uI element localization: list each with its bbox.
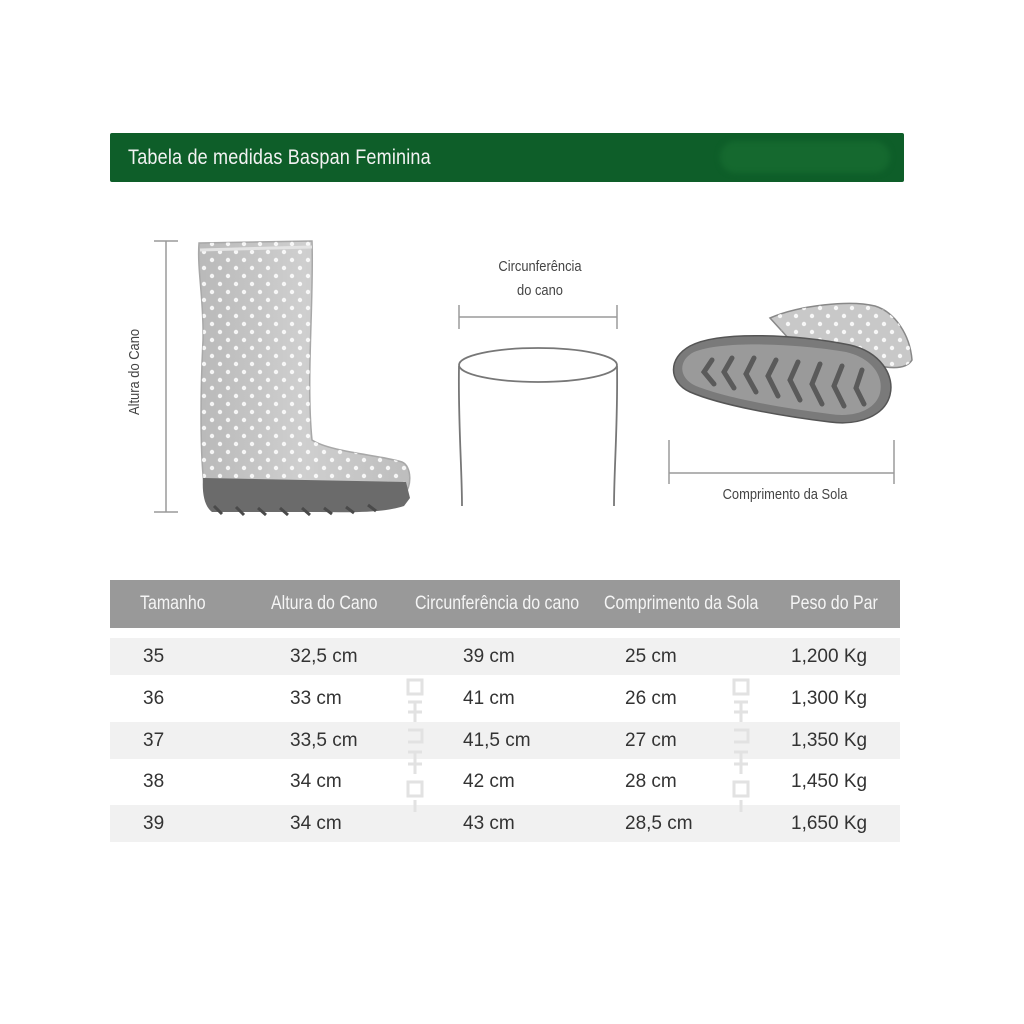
table-row [110, 805, 900, 842]
cell-circunferencia: 43 cm [463, 813, 515, 834]
altura-dimension-line [154, 241, 178, 512]
cell-circunferencia: 41 cm [463, 688, 515, 709]
table-row [110, 722, 900, 759]
cell-altura: 34 cm [290, 813, 342, 834]
label-altura-do-cano: Altura do Cano [126, 328, 143, 415]
comprimento-dimension-line [669, 440, 894, 484]
label-circunferencia-line2: do cano [517, 282, 563, 299]
cell-comprimento: 26 cm [625, 688, 677, 709]
cell-peso: 1,200 Kg [791, 646, 868, 667]
cell-comprimento: 28 cm [625, 771, 677, 792]
cell-altura: 33,5 cm [290, 730, 358, 751]
cell-altura: 34 cm [290, 771, 342, 792]
table-row [110, 638, 900, 675]
cell-tamanho: 36 [143, 688, 165, 709]
cell-comprimento: 27 cm [625, 730, 677, 751]
cell-comprimento: 25 cm [625, 646, 677, 667]
column-header-tamanho: Tamanho [140, 593, 206, 614]
label-circunferencia-line1: Circunferência [498, 258, 582, 275]
cell-peso: 1,450 Kg [791, 771, 868, 792]
page-title: Tabela de medidas Baspan Feminina [128, 145, 431, 169]
table-row [110, 763, 900, 800]
cell-tamanho: 38 [143, 771, 165, 792]
column-header-circunferencia: Circunferência do cano [415, 593, 580, 614]
cell-peso: 1,300 Kg [791, 688, 868, 709]
boot-sole-icon [674, 303, 913, 422]
cell-circunferencia: 41,5 cm [463, 730, 531, 751]
watermark-icon [404, 676, 426, 816]
cell-peso: 1,650 Kg [791, 813, 868, 834]
cell-altura: 32,5 cm [290, 646, 358, 667]
column-header-peso: Peso do Par [790, 593, 878, 614]
label-comprimento-da-sola: Comprimento da Sola [722, 486, 848, 503]
boot-side-icon [199, 241, 410, 515]
cell-comprimento: 28,5 cm [625, 813, 693, 834]
table-row [110, 680, 900, 717]
cell-circunferencia: 39 cm [463, 646, 515, 667]
column-header-altura: Altura do Cano [271, 593, 378, 614]
boot-shaft-outline-icon [459, 348, 617, 506]
cell-tamanho: 39 [143, 813, 165, 834]
cell-tamanho: 37 [143, 730, 165, 751]
column-header-comprimento: Comprimento da Sola [604, 593, 759, 614]
cell-tamanho: 35 [143, 646, 165, 667]
circunferencia-dimension-line [459, 305, 617, 329]
cell-circunferencia: 42 cm [463, 771, 515, 792]
watermark-icon [730, 676, 752, 816]
label-circunferencia [480, 255, 600, 303]
cell-peso: 1,350 Kg [791, 730, 868, 751]
cell-altura: 33 cm [290, 688, 342, 709]
